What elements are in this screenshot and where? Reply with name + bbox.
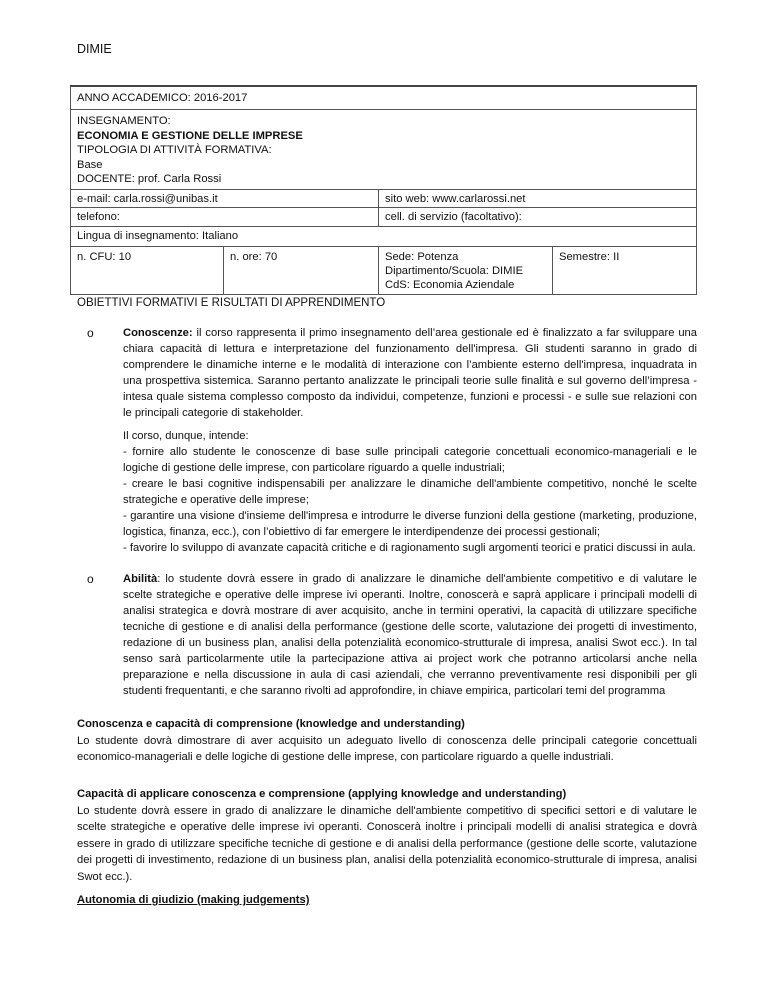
section-title: Capacità di applicare conoscenza e comprensione (applying knowledge and understanding) [77,788,567,800]
course-info-table [70,85,697,295]
bullet-icon: o [87,572,94,586]
section-title: Autonomia di giudizio (making judgements) [77,894,310,906]
goals-intro: Il corso, dunque, intende: [123,430,249,442]
website: sito web: www.carlarossi.net [379,189,697,208]
language: Lingua di insegnamento: Italiano [70,227,697,247]
service-phone: cell. di servizio (facoltativo): [379,208,697,227]
bullet-icon: o [87,326,94,340]
section-text: Lo studente dovrà essere in grado di analizzare le dinamiche dell'ambiente competitivo di specifici settori e di valutare le scelte strategiche e operative delle imprese ivi operanti. Conoscerà inoltre i principali modelli di analisi strategica e dovrà essere in grado di utilizzare specifiche tecniche di gestione e di analisi della performance (gestione delle scorte, valutazione dei progetti di investimento, redazione di un business plan, analisi della potenzialità economico-strutturale di impresa, analisi Swot ecc.). [77,804,697,883]
skills-paragraph [123,571,697,699]
section-title: Conoscenza e capacità di comprensione (knowledge and understanding) [77,718,465,730]
academic-year: ANNO ACCADEMICO: 2016-2017 [70,87,697,110]
section-judgements [77,892,697,909]
email: e-mail: carla.rossi@unibas.it [70,189,379,208]
knowledge-text: il corso rappresenta il primo insegnamento dell’area gestionale ed è finalizzato a far sviluppare una chiara capacità di lettura e interpretazione del funzionamento dell'impresa. Gli studenti saranno in grado di comprendere le dinamiche interne e le modalità di interazione con l’ambiente esterno dell'impresa, inquadrata in una prospettiva sistemica. Saranno pertanto analizzate le principali teorie sulle finalità e sul governo dell’impresa - intesa quale sistema complesso composto da individui, competenze, funzioni e processi - e sulle sue relazioni con le principali categorie di stakeholder. [123,327,697,419]
knowledge-paragraph [123,325,697,421]
goal-item: - creare le basi cognitive indispensabili per analizzare le dinamiche dell'ambiente competitivo, nonché le scelte strategiche e operative delle imprese; [123,478,697,506]
activity-type-label: TIPOLOGIA DI ATTIVITÀ FORMATIVA: [77,144,272,156]
activity-type: Base [77,158,103,171]
semester: Semestre: II [553,247,697,295]
skills-label: Abilità [123,573,158,585]
location: Sede: Potenza [385,250,459,263]
hours: n. ore: 70 [224,247,379,295]
goal-item: - favorire lo sviluppo di avanzate capacità critiche e di ragionamento sugli argomenti teorici e pratici discussi in aula. [123,542,696,554]
degree-course: CdS: Economia Aziendale [385,278,515,291]
knowledge-label: Conoscenze: [123,327,193,339]
goals-block [123,428,697,556]
cfu: n. CFU: 10 [70,247,224,295]
section-applying [77,786,697,885]
goal-item: - garantire una visione d'insieme dell'impresa e introdurre le diverse funzioni della gestione (marketing, produzione, logistica, finanza, ecc.), con l’obiettivo di far emergere le interdipendenze dei processi gestionali; [123,510,697,538]
course-block [70,110,697,189]
course-label: INSEGNAMENTO: [77,115,171,127]
course-title: ECONOMIA E GESTIONE DELLE IMPRESE [77,129,303,142]
skills-text: : lo studente dovrà essere in grado di analizzare le dinamiche dell'ambiente competitivo e di valutare le scelte strategiche e operative delle imprese ivi operanti. Inoltre, conoscerà e saprà applicare i principali modelli di analisi strategica e dovrà mostrare di aver acquisito, anche in termini operativi, la capacità di utilizzare specifiche tecniche di gestione e di analisi della performance (gestione delle scorte, valutazione dei progetti di investimento, redazione di un business plan, analisi della potenzialità economico-strutturale di impresa, analisi Swot ecc.). In tal senso sarà particolarmente utile la partecipazione attiva ai project work che potranno articolarsi anche nella preparazione e nella discussione in aula di casi aziendali, che verranno preventivamente resi disponibili per gli studenti frequentanti, e che saranno rivolti ad approfondire, in chiave empirica, particolari temi del programma [123,573,697,697]
department: Dipartimento/Scuola: DIMIE [385,264,524,277]
phone: telefono: [70,208,379,227]
location-block [379,247,553,295]
objectives-title: OBIETTIVI FORMATIVI E RISULTATI DI APPRENDIMENTO [77,297,386,309]
teacher: DOCENTE: prof. Carla Rossi [77,173,222,185]
goal-item: - fornire allo studente le conoscenze di base sulle principali categorie concettuali economico-manageriali e le logiche di gestione delle imprese, con particolare riguardo a quelle industriali; [123,446,697,474]
section-text: Lo studente dovrà dimostrare di aver acquisito un adeguato livello di conoscenza delle principali categorie concettuali economico-manageriali e delle logiche di gestione delle imprese, con particolare riguardo a quelle industriali. [77,734,697,763]
section-knowledge [77,716,697,766]
page-header: DIMIE [77,42,112,56]
